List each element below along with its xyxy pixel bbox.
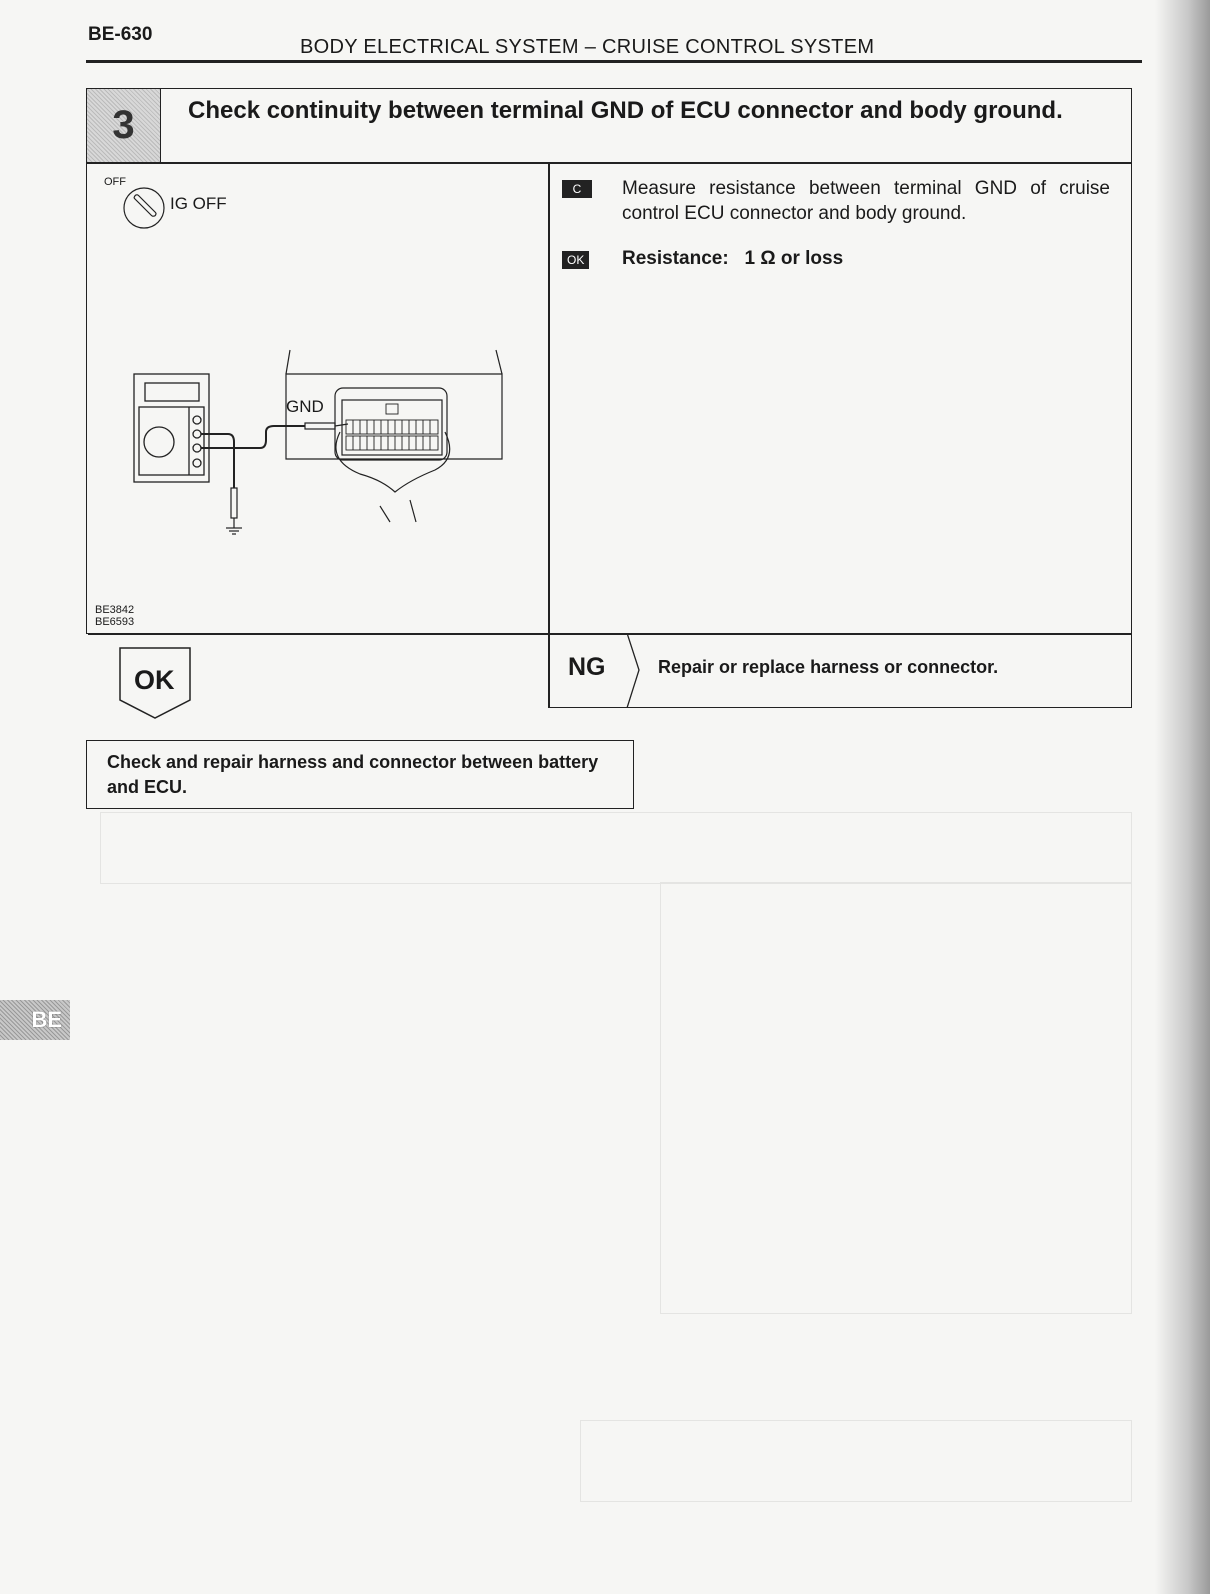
figure-id: BE6593 (95, 616, 135, 628)
page-edge-shadow (1155, 0, 1210, 1594)
ng-action: Repair or replace harness or connector. (658, 657, 999, 677)
ignition-switch-icon (124, 188, 164, 228)
instruction-ok (562, 251, 589, 269)
header-rule (86, 60, 1142, 63)
section-tab: BE (0, 1000, 70, 1040)
divider (86, 633, 1132, 635)
ok-label: OK (134, 665, 175, 695)
figure-id: BE3842 (95, 604, 135, 616)
page-number: BE-630 (88, 24, 153, 45)
connector-pins (346, 404, 438, 450)
ng-arrow-icon (625, 633, 645, 708)
show-through-box (580, 1420, 1132, 1502)
switch-label: IG OFF (170, 194, 227, 213)
running-title: BODY ELECTRICAL SYSTEM – CRUISE CONTROL SYSTEM (300, 36, 875, 58)
step-number: 3 (87, 89, 161, 162)
divider (86, 162, 1132, 164)
gnd-terminal-label: GND (286, 397, 324, 416)
ecu-connector (286, 350, 502, 522)
box-gap (84, 634, 88, 710)
figure-ids (95, 604, 134, 628)
step-title: Check continuity between terminal GND of ECU connector and body ground. (188, 97, 1063, 124)
resistance-spec: Resistance: 1 Ω or loss (622, 248, 844, 269)
instruction-text: Measure resistance between terminal GND of cruise control ECU connector and body ground. (622, 178, 1110, 224)
check-tag: C (562, 180, 592, 198)
show-through-box (100, 812, 1132, 884)
probe-leads (201, 426, 305, 488)
ground-probe (226, 423, 348, 534)
ok-action-text: Check and repair harness and connector between battery and ECU. (107, 752, 599, 797)
ng-label: NG (568, 653, 606, 681)
ohmmeter-icon (134, 374, 209, 482)
instruction-check (562, 180, 592, 198)
show-through-box (660, 882, 1132, 1314)
ok-tag: OK (562, 251, 589, 269)
switch-off-label: OFF (104, 176, 126, 188)
ok-action-box (86, 740, 634, 809)
